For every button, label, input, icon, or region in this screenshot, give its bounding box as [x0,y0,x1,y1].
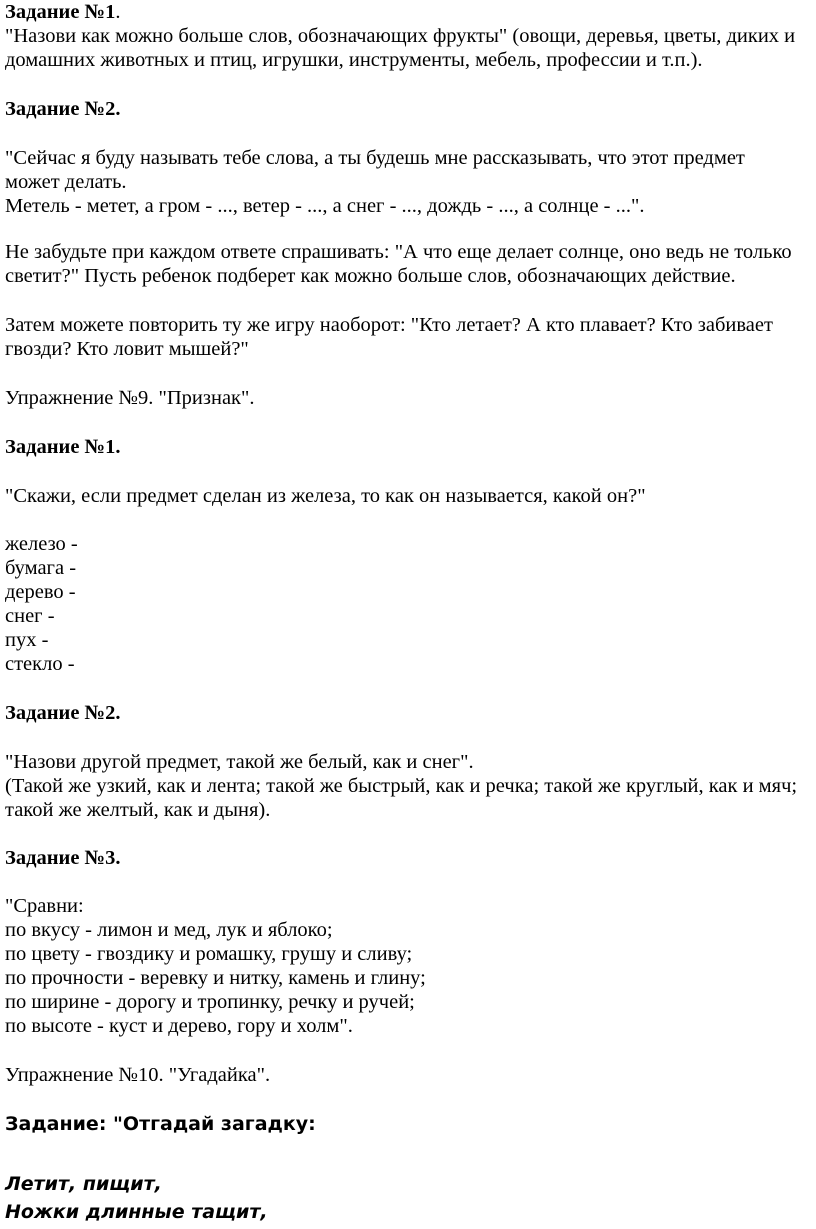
paragraph-line: (Такой же узкий, как и лента; такой же быстрый, как и речка; такой же круглый, как и мяч; [5,775,798,797]
list-item: железо - [5,533,78,555]
exercise-9-title: Упражнение №9. "Признак". [5,387,255,409]
material-list [5,532,814,676]
list-item: снег - [5,605,55,627]
paragraph-line: "Назови другой предмет, такой же белый, как и снег". [5,751,474,773]
heading-bold: Задание №1 [5,1,116,23]
section-2-paragraph-2 [5,240,814,288]
list-item: бумага - [5,557,77,579]
list-item: дерево - [5,581,76,603]
task-3-heading: Задание №3. [5,847,121,869]
task-3-body [5,894,814,1038]
section-2-paragraph-1 [5,146,814,218]
riddle-heading: Задание: "Отгадай загадку: [5,1113,316,1135]
section-1-heading [5,0,814,24]
paragraph-line: Метель - метет, а гром - ..., ветер - ..., а снег - ..., дождь - ..., а солнце - ...". [5,195,645,217]
paragraph-line: такой же желтый, как и дыня). [5,799,271,821]
paragraph-line: светит?" Пусть ребенок подберет как можно больше слов, обозначающих действие. [5,265,736,287]
paragraph-line: "Сравни: [5,895,84,917]
list-item: пух - [5,629,49,651]
paragraph-line: Затем можете повторить ту же игру наоборот: "Кто летает? А кто плавает? Кто забивает [5,314,773,336]
task-1-question: "Скажи, если предмет сделан из железа, то как он называется, какой он?" [5,485,646,507]
heading-tail: . [115,1,121,23]
riddle-line: Ножки длинные тащит, [5,1201,268,1223]
paragraph-line: "Назови как можно больше слов, обозначающих фрукты" (овощи, деревья, цветы, диких и [5,25,796,47]
paragraph-line: по вкусу - лимон и мед, лук и яблоко; [5,919,333,941]
paragraph-line: домашних животных и птиц, игрушки, инструменты, мебель, профессии и т.п.). [5,49,703,71]
paragraph-line: по прочности - веревку и нитку, камень и глину; [5,967,426,989]
task-2-heading: Задание №2. [5,702,121,724]
paragraph-line: по высоте - куст и дерево, гору и холм". [5,1015,353,1037]
task-2-body [5,750,814,822]
task-1-heading: Задание №1. [5,436,121,458]
section-2-heading: Задание №2. [5,98,121,120]
list-item: стекло - [5,653,75,675]
paragraph-line: по ширине - дорогу и тропинку, речку и ручей; [5,991,415,1013]
paragraph-line: может делать. [5,171,127,193]
riddle-text [5,1170,814,1226]
exercise-10-title: Упражнение №10. "Угадайка". [5,1064,271,1086]
paragraph-line: Не забудьте при каждом ответе спрашивать: "А что еще делает солнце, оно ведь не только [5,241,792,263]
paragraph-line: "Сейчас я буду называть тебе слова, а ты будешь мне рассказывать, что этот предмет [5,147,745,169]
paragraph-line: по цвету - гвоздику и ромашку, грушу и сливу; [5,943,413,965]
section-2-paragraph-3 [5,313,814,361]
riddle-line: Летит, пищит, [5,1173,162,1195]
section-1 [5,0,814,72]
paragraph-line: гвозди? Кто ловит мышей?" [5,338,249,360]
